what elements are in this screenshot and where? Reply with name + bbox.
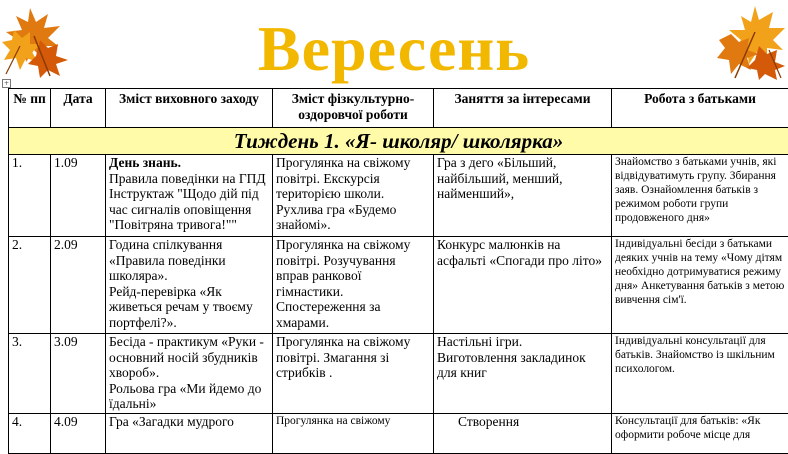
content-text: Бесіда - практикум «Руки - основний носій збудників хвороб». [109, 334, 269, 381]
cell-content [106, 334, 273, 414]
cell-num: 2. [9, 237, 51, 334]
table-move-handle-icon[interactable]: + [2, 79, 11, 88]
header-content: Зміст виховного заходу [106, 89, 273, 128]
cell-date: 3.09 [51, 334, 106, 414]
cell-num: 1. [9, 155, 51, 237]
cell-parents: Індивідуальні бесіди з батьками деяких учнів на тему «Чому дітям необхідно дотримуватися режиму дня» Анкетування батьків з метою вивчення сім'ї. [612, 237, 788, 334]
content-text-2: Рольова гра «Ми йдемо до їдальні» [109, 381, 269, 412]
cell-content: Гра «Загадки мудрого [106, 414, 273, 454]
cell-interest: Створення [434, 414, 612, 454]
cell-parents: Індивідуальні консультації для батьків. Знайомство із шкільним психологом. [612, 334, 788, 414]
autumn-leaves-left-image [0, 0, 75, 80]
cell-fitness: Прогулянка на свіжому повітрі. Змагання зі стрибків . [273, 334, 434, 414]
content-text: Година спілкування «Правила поведінки школяра». [109, 237, 269, 284]
cell-interest: Гра з дего «Більший, найбільший, менший, найменший», [434, 155, 612, 237]
table-row [9, 155, 788, 237]
autumn-leaves-right-image [715, 0, 788, 80]
cell-fitness: Прогулянка на свіжому повітрі. Розучування вправ ранкової гімнастики. Спостереження за хмарами. [273, 237, 434, 334]
header-fitness: Зміст фізкультурно-оздоровчої роботи [273, 89, 434, 128]
cell-interest [434, 334, 612, 414]
interest-text: Настільні ігри. [437, 334, 608, 350]
table-row [9, 334, 788, 414]
header-interest: Заняття за інтересами [434, 89, 612, 128]
content-text-2: Рейд-перевірка «Як живеться речам у твоєму портфелі?». [109, 284, 269, 331]
cell-content [106, 237, 273, 334]
cell-date: 1.09 [51, 155, 106, 237]
week-row [9, 128, 788, 155]
cell-date: 4.09 [51, 414, 106, 454]
cell-content [106, 155, 273, 237]
content-text: Правила поведінки на ГПД Інструктаж "Щодо дій під час сигналів оповіщення "Повітряна тривога!"" [109, 171, 266, 233]
cell-parents: Знайомство з батьками учнів, які відвідуватимуть групу. Збирання заяв. Ознайомлення батьків з режимом роботи групи продовженого дня» [612, 155, 788, 237]
cell-num: 4. [9, 414, 51, 454]
cell-interest: Конкурс малюнків на асфальті «Спогади про літо» [434, 237, 612, 334]
page-title: Вересень [0, 14, 788, 84]
schedule-table [8, 88, 788, 454]
table-row [9, 237, 788, 334]
cell-fitness: Прогулянка на свіжому повітрі. Екскурсія територією школи. Рухлива гра «Будемо знайомі». [273, 155, 434, 237]
header-num: № пп [9, 89, 51, 128]
header-date: Дата [51, 89, 106, 128]
content-bold: День знань. [109, 155, 269, 171]
cell-date: 2.09 [51, 237, 106, 334]
table-row [9, 414, 788, 454]
interest-text-2: Виготовлення закладинок для книг [437, 350, 608, 381]
header-parents: Робота з батьками [612, 89, 788, 128]
cell-num: 3. [9, 334, 51, 414]
week-title: Тиждень 1. «Я- школяр/ школярка» [9, 128, 788, 155]
table-header-row [9, 89, 788, 128]
cell-fitness: Прогулянка на свіжому [273, 414, 434, 454]
cell-parents: Консультації для батьків: «Як оформити робоче місце для [612, 414, 788, 454]
